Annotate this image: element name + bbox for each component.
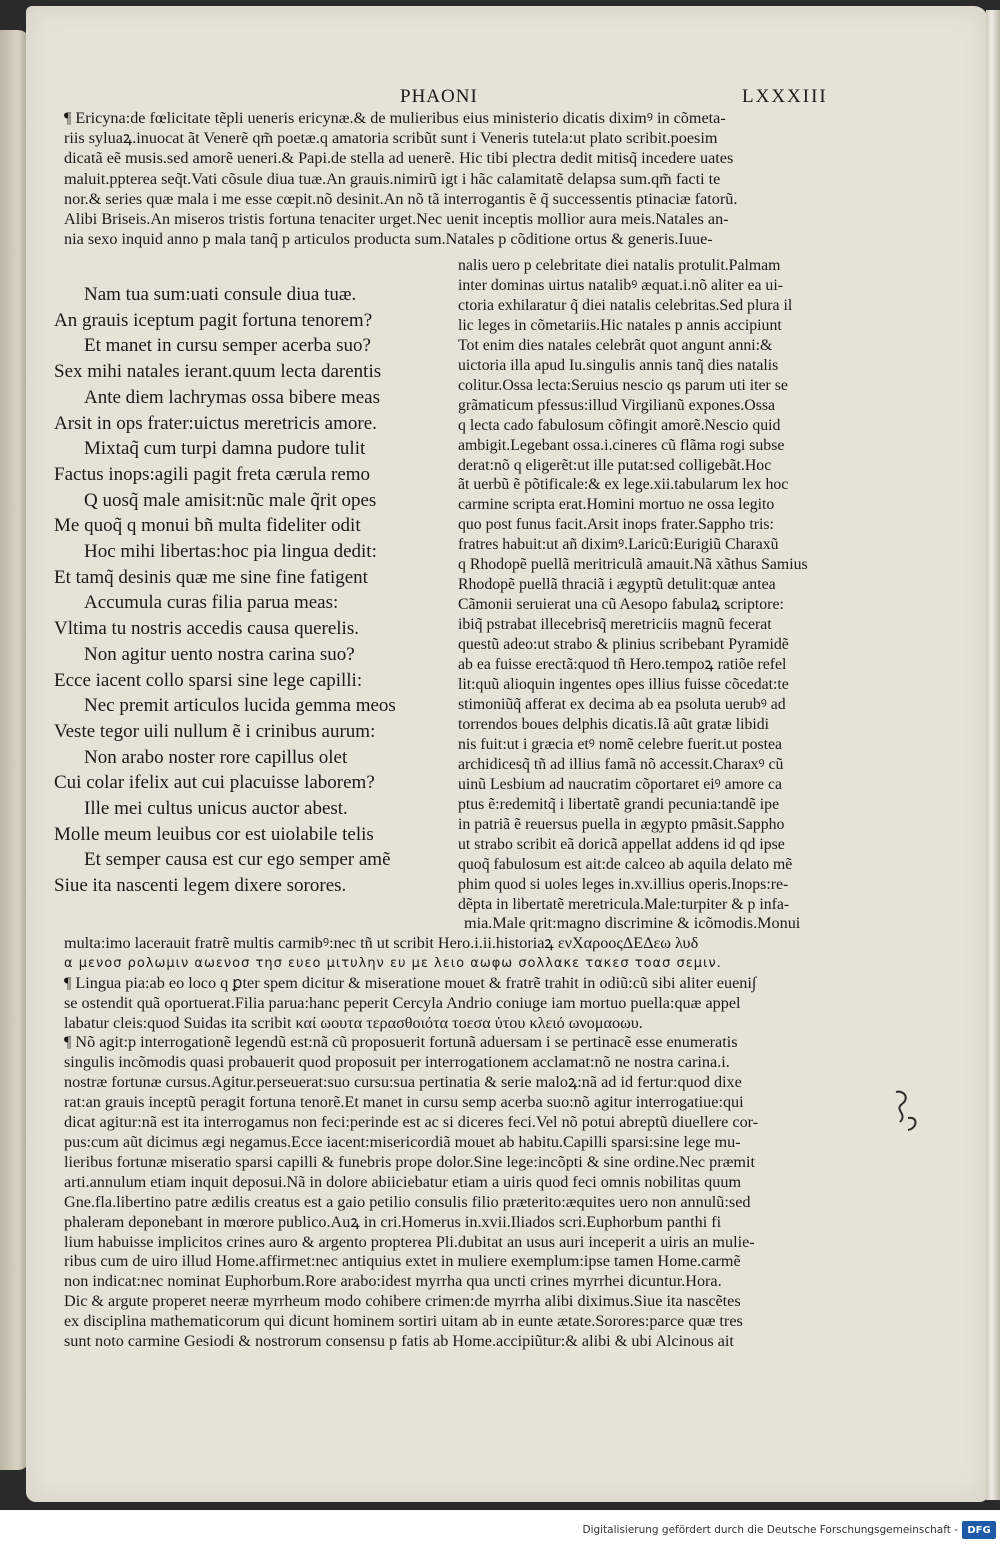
verse-line: Et manet in cursu semper acerba suo? — [84, 335, 371, 357]
page-fore-edge — [986, 10, 1000, 1500]
commentary-line: ribus cum de uiro illud Home.affirmet:nec antiquius extet in muliere exemplum:ipse tamen Home.carmẽ — [64, 1252, 741, 1271]
footer-bar — [0, 1512, 1000, 1546]
verse-line: Q uosq̃ male amisit:nũc male q̃rit opes — [84, 489, 377, 511]
commentary-line: sunt noto carmine Gesiodi & nostrorum consensu p fatis ab Home.accipiũtur:& alibi & ubi Alcinous ait — [64, 1332, 734, 1351]
pen-annotation-icon — [888, 1088, 924, 1134]
commentary-line: grãmaticum pfessus:illud Virgilianũ expones.Ossa — [458, 396, 775, 414]
commentary-line: q lecta cado fabulosum cõfingit amorẽ.Nescio quid — [458, 416, 781, 434]
verse-line: Siue ita nascenti legem dixere sorores. — [54, 875, 347, 897]
commentary-line: ¶ Lingua pia:ab eo loco q ꝑter spem dicitur & miseratione mouet & fratrẽ trahit in odiũ:cũ sibi aliter eueni∫ — [64, 973, 757, 992]
commentary-line: q Rhodopẽ puellã meritriculã amauit.Nã xãthus Samius — [458, 556, 808, 574]
verse-line: Et tamq̃ desinis quæ me sine fine fatigent — [54, 566, 368, 588]
commentary-line: uictoria illa apud Iu.singulis annis tanq̃ dies natalis — [458, 356, 779, 374]
commentary-line: Gne.fla.libertino patre ædilis creatus est a gaio petilio consulis filio præterito:æquites uero non annulũ:sed — [64, 1192, 751, 1211]
commentary-line: fratres habuit:ut añ diximꝰ.Laricũ:Eurigiũ Charaxũ — [458, 536, 779, 554]
commentary-line: stimoniũq̃ afferat ex decima ab ea psoluta uerubꝰ ad — [458, 695, 786, 713]
commentary-line: quoq̃ fabulosum est ait:de calceo ab aquila delato mẽ — [458, 855, 793, 873]
commentary-line: nis fuit:ut i græcia etꝰ nomẽ celebre fuerit.ut postea — [458, 735, 783, 753]
commentary-line: inter dominas uirtus natalibꝰ æquat.i.nõ aliter ea ui- — [458, 276, 783, 294]
verse-column — [54, 282, 454, 899]
commentary-line: ¶ Ericyna:de fœlicitate tẽpli ueneris ericynæ.& de mulieribus eius ministerio dicatis diximꝰ in cõmeta- — [64, 109, 726, 127]
verse-line: Ille mei cultus unicus auctor abest. — [84, 798, 348, 820]
verse-line: Vltima tu nostris accedis causa querelis. — [54, 618, 359, 640]
commentary-line: multa:imo lacerauit fratrẽ multis carmibꝰ:nec tñ ut scribit Hero.i.ii.historiaꝝ ενΧαροοςΔΕΔεω λυδ — [64, 933, 699, 952]
running-title: PHAONI — [400, 86, 478, 107]
commentary-line: torrendos boues delphis dicatis.Iã aũt gratæ libidi — [458, 715, 770, 733]
commentary-line: nor.& series quæ mala i me esse cœpit.nõ desinit.An nõ tã interrogantis ẽ q̃ successentis ptinaciæ fatorũ. — [64, 189, 738, 208]
verse-line: Veste tegor uili nullum ẽ i crinibus aurum: — [54, 720, 376, 742]
commentary-line: pus:cum aũt dicimus ægi negamus.Ecce iacent:misericordiã mouet ab habitu.Capilli sparsi:sine lege mu- — [64, 1132, 741, 1151]
commentary-line: non indicat:nec nominat Euphorbum.Rore arabo:idest myrrha qua uncti crines myrrhei dicuntur.Hora. — [64, 1272, 722, 1291]
commentary-line: ibiq̃ pstrabat illecebrisq̃ meretriciis magnũ fecerat — [458, 616, 772, 634]
commentary-line: ambigit.Legebant ossa.i.cineres cũ flãma rogi subse — [458, 436, 785, 454]
commentary-line: phim quod si uoles leges in.xv.illius operis.Inops:re- — [458, 875, 789, 893]
verse-line: An grauis iceptum pagit fortuna tenorem? — [54, 309, 373, 331]
verse-line: Mixtaq̃ cum turpi damna pudore tulit — [84, 438, 366, 460]
commentary-line: questũ adeo:ut strabo & plinius scribebant Pyramidẽ — [458, 636, 789, 654]
commentary-line: riis syluaꝝ.inuocat ãt Venerẽ qm̃ poetæ.q amatoria scribũt sunt i Veneris tutela:ut plato scribit.poesim — [64, 129, 718, 148]
commentary-line: in patriã ẽ reuersus puella in ægypto pmãsit.Sappho — [458, 815, 785, 833]
verse-line: Non agitur uento nostra carina suo? — [84, 643, 355, 665]
commentary-line: Tot enim dies natales celebrãt quot angunt anni:& — [458, 336, 773, 354]
verse-line: Nam tua sum:uati consule diua tuæ. — [84, 284, 357, 305]
commentary-line: lium habuisse implicitos crines auro & argento propterea Pli.dubitat an usus auri inceperit a uiris an mulie- — [64, 1232, 755, 1251]
commentary-line: ãt uerbũ ẽ põtificale:& ex lege.xii.tabularum lex hoc — [458, 476, 789, 494]
verse-line: Factus inops:agili pagit freta cærula remo — [54, 463, 371, 485]
commentary-line: carmine scripta erat.Homini mortuo ne ossa legito — [458, 496, 775, 514]
commentary-line: nalis uero p celebritate diei natalis protulit.Palmam — [458, 257, 781, 274]
commentary-line: Cãmonii seruierat una cũ Aesopo fabulaꝝ scriptore: — [458, 596, 784, 614]
commentary-line: Dic & argute properet neeræ myrrheum modo cohibere crimen:de myrrha alibi diximus.Siue ita nascẽtes — [64, 1292, 741, 1311]
commentary-line: labatur cleis:quod Suidas ita scribit καί ωουτα τερασθοιότα τοεσα ὑτου κλειό ωνομαοωυ. — [64, 1013, 643, 1032]
verse-line: Accumula curas filia parua meas: — [84, 592, 339, 614]
commentary-line: α μενοσ ρολωμιν αωενοσ τησ ευεο μιτυλην ευ με λειο αωφω σολλακε τακεσ τοασ σεμιν. — [64, 955, 722, 971]
commentary-line: phaleram deponebant in mœrore publico.Auꝝ in cri.Homerus in.xvii.Iliados scri.Euphorbum panthi fi — [64, 1212, 722, 1231]
commentary-line: colitur.Ossa lecta:Seruius nescio qs parum uti iter se — [458, 376, 788, 394]
commentary-line: nia sexo inquid anno p mala tanq̃ p articulos producta sum.Natales p cõditione ortus & generis.Iuue- — [64, 230, 713, 249]
commentary-line: archidicesq̃ tñ ad illius famã nõ accessit.Charaxꝰ cũ — [458, 755, 784, 773]
verse-line: Ante diem lachrymas ossa bibere meas — [84, 386, 380, 408]
verse-line: Arsit in ops frater:uictus meretricis amore. — [54, 412, 377, 434]
verse-line: Non arabo noster rore capillus olet — [84, 746, 348, 768]
commentary-top-block — [64, 108, 884, 249]
commentary-line: uinũ Lesbium ad naucratim cõportaret eiꝰ amore ca — [458, 775, 783, 793]
commentary-line: Alibi Briseis.An miseros tristis fortuna tenaciter urget.Nec uenit inceptis mollior aura meis.Natales an- — [64, 210, 729, 229]
commentary-line: ex disciplina mathematicorum qui dicunt hominem sortiri uitam ab in eunte ætate.Sorores:parce quæ tres — [64, 1312, 743, 1331]
commentary-line: maluit.ppterea seq̃t.Vati cõsule diua tuæ.An grauis.nimirũ igt i hãc calamitatẽ delapsa sum.qm̃ facti te — [64, 169, 721, 188]
commentary-line: Rhodopẽ puellã thraciã i ægyptũ detulit:quæ antea — [458, 576, 776, 594]
commentary-line: quo post funus facit.Arsit inops frater.Sappho tris: — [458, 516, 774, 534]
commentary-line: rat:an grauis inceptũ peragit fortuna tenorẽ.Et manet in cursu semp acerba suo:nõ agitur interrogatiue:qui — [64, 1093, 744, 1112]
dfg-logo-text: DFG — [967, 1524, 991, 1536]
commentary-line: ut strabo scribit eã doricã appellat addens id qd ipse — [458, 835, 785, 853]
commentary-line: arti.annulum etiam inquit deposui.Nã in dolore abiiciebatur etiam a uiris quod feci omnis nobilitas quum — [64, 1172, 742, 1191]
commentary-line: ¶ Nõ agit:p interrogationẽ legendũ est:nã cũ proposuerit fortunã aduersam i se pertinacẽ esse enumeratis — [64, 1033, 738, 1052]
commentary-line: lit:quũ alioquin ingentes opes illius fuisse cõcedat:te — [458, 676, 789, 694]
digitization-credit: Digitalisierung gefördert durch die Deutsche Forschungsgemeinschaft - — [582, 1524, 958, 1536]
dfg-logo — [962, 1521, 996, 1539]
commentary-line: lic leges in cõmetariis.Hic natales p annis accipiunt — [458, 316, 782, 334]
commentary-line: dicatã eẽ musis.sed amorẽ ueneri.& Papi.de stella ad uenerẽ. Hic tibi plectra dedit mitisq̃ incedere uates — [64, 149, 734, 168]
commentary-line: singulis incõmodis quasi probauerit quod proposuit per interrogationem acclamat:nõ ne nostra carina.i. — [64, 1053, 730, 1072]
commentary-line: ab ea fuisse erectã:quod tñ Hero.tempoꝝ ratiõe refel — [458, 656, 787, 674]
commentary-line: se ostendit quã oportuerat.Filia parua:hanc peperit Cercyla Andrio coniuge iam mortuo puella:quæ appel — [64, 993, 741, 1012]
verse-line: Sex mihi natales ierant.quum lecta darentis — [54, 361, 382, 383]
folio-number: LXXXIII — [742, 86, 828, 107]
commentary-line: ptus ẽ:redemitq̃ i libertatẽ grandi pecunia:tandẽ ipe — [458, 795, 780, 813]
commentary-line: mia.Male qrit:magno discrimine & icõmodis.Monui — [464, 914, 801, 932]
commentary-line: lieribus fortunæ miseratio sparsi capilli & funebris prope dolor.Sine lege:incõpti & sine ordine.Nec præmit — [64, 1152, 755, 1171]
verse-line: Ecce iacent collo sparsi sine lege capilli: — [54, 669, 363, 691]
verse-line: Molle meum leuibus cor est uiolabile telis — [54, 823, 374, 845]
commentary-line: dicat agitur:nã est ita interrogamus non feci:perinde est ac si diceres feci.Vel nõ potui abreptũ diuellere cor- — [64, 1113, 759, 1132]
commentary-bottom-block — [64, 914, 884, 1352]
verse-line: Nec premit articulos lucida gemma meos — [84, 695, 396, 717]
verse-line: Me quoq̃ q monui bñ multa fideliter odit — [54, 515, 361, 537]
verse-line: Hoc mihi libertas:hoc pia lingua dedit: — [84, 541, 377, 563]
commentary-right-column — [458, 256, 878, 914]
verse-line: Cui colar ifelix aut cui placuisse laborem? — [54, 772, 375, 794]
commentary-line: dẽpta in libertatẽ meretricula.Male:turpiter & p infa- — [458, 895, 790, 913]
commentary-line: ctoria exhilaratur q̃ diei natalis celebritas.Sed plura il — [458, 296, 793, 314]
commentary-line: nostræ fortunæ cursus.Agitur.perseuerat:suo cursu:sua pertinatia & serie maloꝝ:nã ad id fertur:quod dixe — [64, 1073, 742, 1092]
facing-page-bleed — [0, 110, 30, 1230]
commentary-line: derat:nõ q eligerẽt:ut ille putat:sed colligebãt.Hoc — [458, 456, 772, 474]
verse-line: Et semper causa est cur ego semper amẽ — [84, 849, 391, 871]
